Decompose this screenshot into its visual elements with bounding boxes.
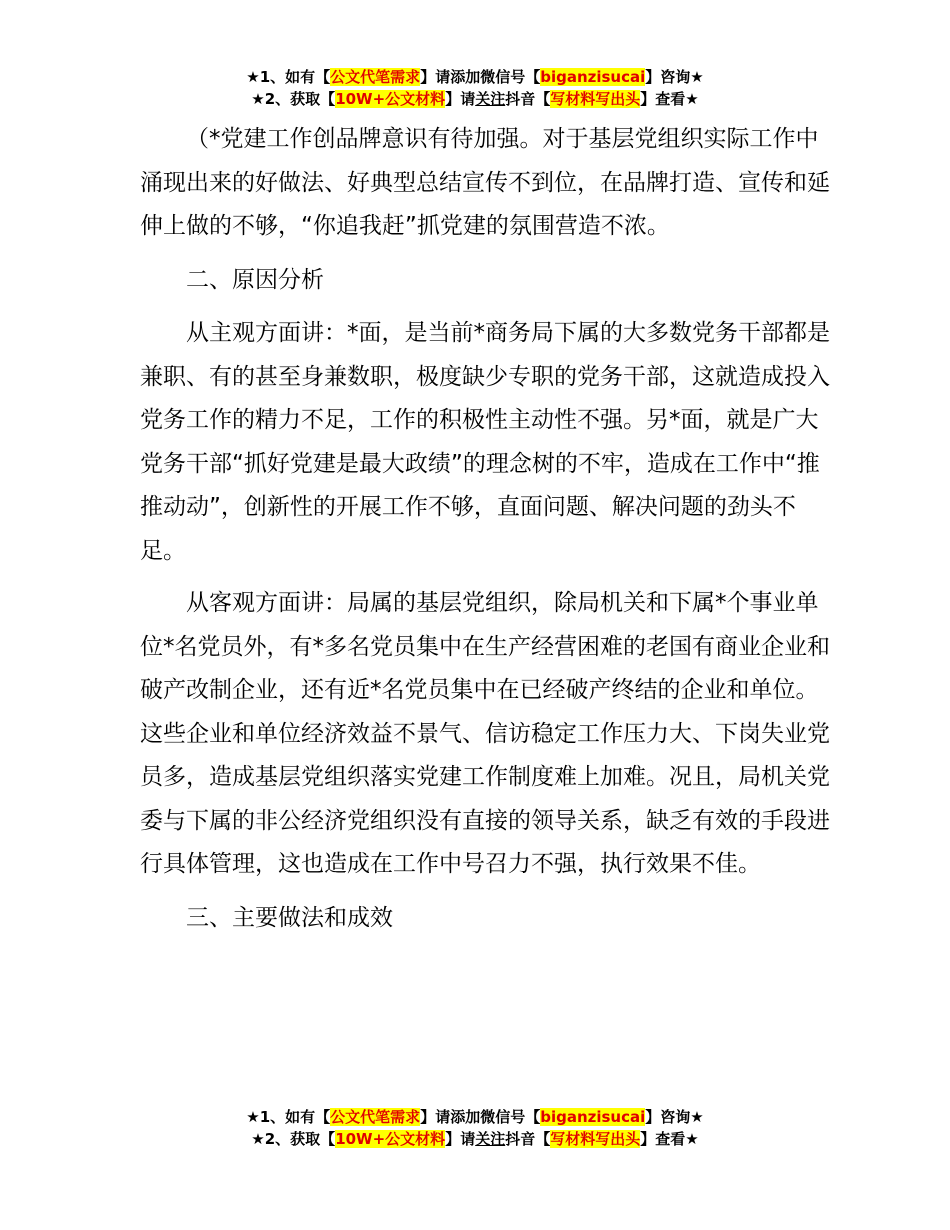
banner-text: 抖音【 [505,1130,551,1148]
banner-highlight: 写材料写出头 [550,1130,641,1148]
banner-text: 】查看★ [640,1130,699,1148]
paragraph: （*党建工作创品牌意识有待加强。对于基层党组织实际工作中涌现出来的好做法、好典型总结宣传不到位，在品牌打造、宣传和延伸上做的不够，“你追我赶”抓党建的氛围营造不浓。 [140,126,830,239]
banner-text: 】查看★ [640,90,699,108]
banner-text: 】咨询★ [645,1108,704,1126]
banner-text: 】请添加微信号【 [420,68,541,86]
banner-text: 】咨询★ [645,68,704,86]
banner-line-2 [0,1128,950,1150]
banner-text: ★1、如有【 [246,68,331,86]
banner-text: 】请 [445,1130,476,1148]
banner-underlined-text: 关注 [475,1130,506,1148]
banner-highlight: 公文代笔需求 [330,1108,421,1126]
banner-highlight: 10W+公文材料 [335,90,446,108]
banner-underlined-text: 关注 [475,90,506,108]
banner-line-1 [0,66,950,88]
top-banner [0,66,950,110]
banner-text: 抖音【 [505,90,551,108]
bottom-banner [0,1106,950,1150]
banner-text: 】请 [445,90,476,108]
section-heading: 三、主要做法和成效 [186,904,393,931]
document-body [140,118,830,950]
banner-highlight: 10W+公文材料 [335,1130,446,1148]
banner-highlight: 写材料写出头 [550,90,641,108]
paragraph: 从客观方面讲：局属的基层党组织，除局机关和下属*个事业单位*名党员外，有*多名党员集中在生产经营困难的老国有商业企业和破产改制企业，还有近*名党员集中在已经破产终结的企业和单位。这些企业和单位经济效益不景气、信访稳定工作压力大、下岗失业党员多，造成基层党组织落实党建工作制度难上加难。况且，局机关党委与下属的非公经济党组织没有直接的领导关系，缺乏有效的手段进行具体管理，这也造成在工作中号召力不强，执行效果不佳。 [140,590,830,877]
banner-text: ★2、获取【 [251,1130,336,1148]
banner-line-2 [0,88,950,110]
section-heading: 二、原因分析 [186,266,324,293]
paragraph: 从主观方面讲：*面，是当前*商务局下属的大多数党务干部都是兼职、有的甚至身兼数职，极度缺少专职的党务干部，这就造成投入党务工作的精力不足，工作的积极性主动性不强。另*面，就是广大党务干部“抓好党建是最大政绩”的理念树的不牢，造成在工作中“推推动动”，创新性的开展工作不够，直面问题、解决问题的劲头不足。 [140,320,830,564]
banner-highlight: 公文代笔需求 [330,68,421,86]
banner-line-1 [0,1106,950,1128]
banner-text: ★2、获取【 [251,90,336,108]
banner-highlight: biganzisucai [540,1108,646,1126]
banner-highlight: biganzisucai [540,68,646,86]
banner-text: 】请添加微信号【 [420,1108,541,1126]
banner-text: ★1、如有【 [246,1108,331,1126]
